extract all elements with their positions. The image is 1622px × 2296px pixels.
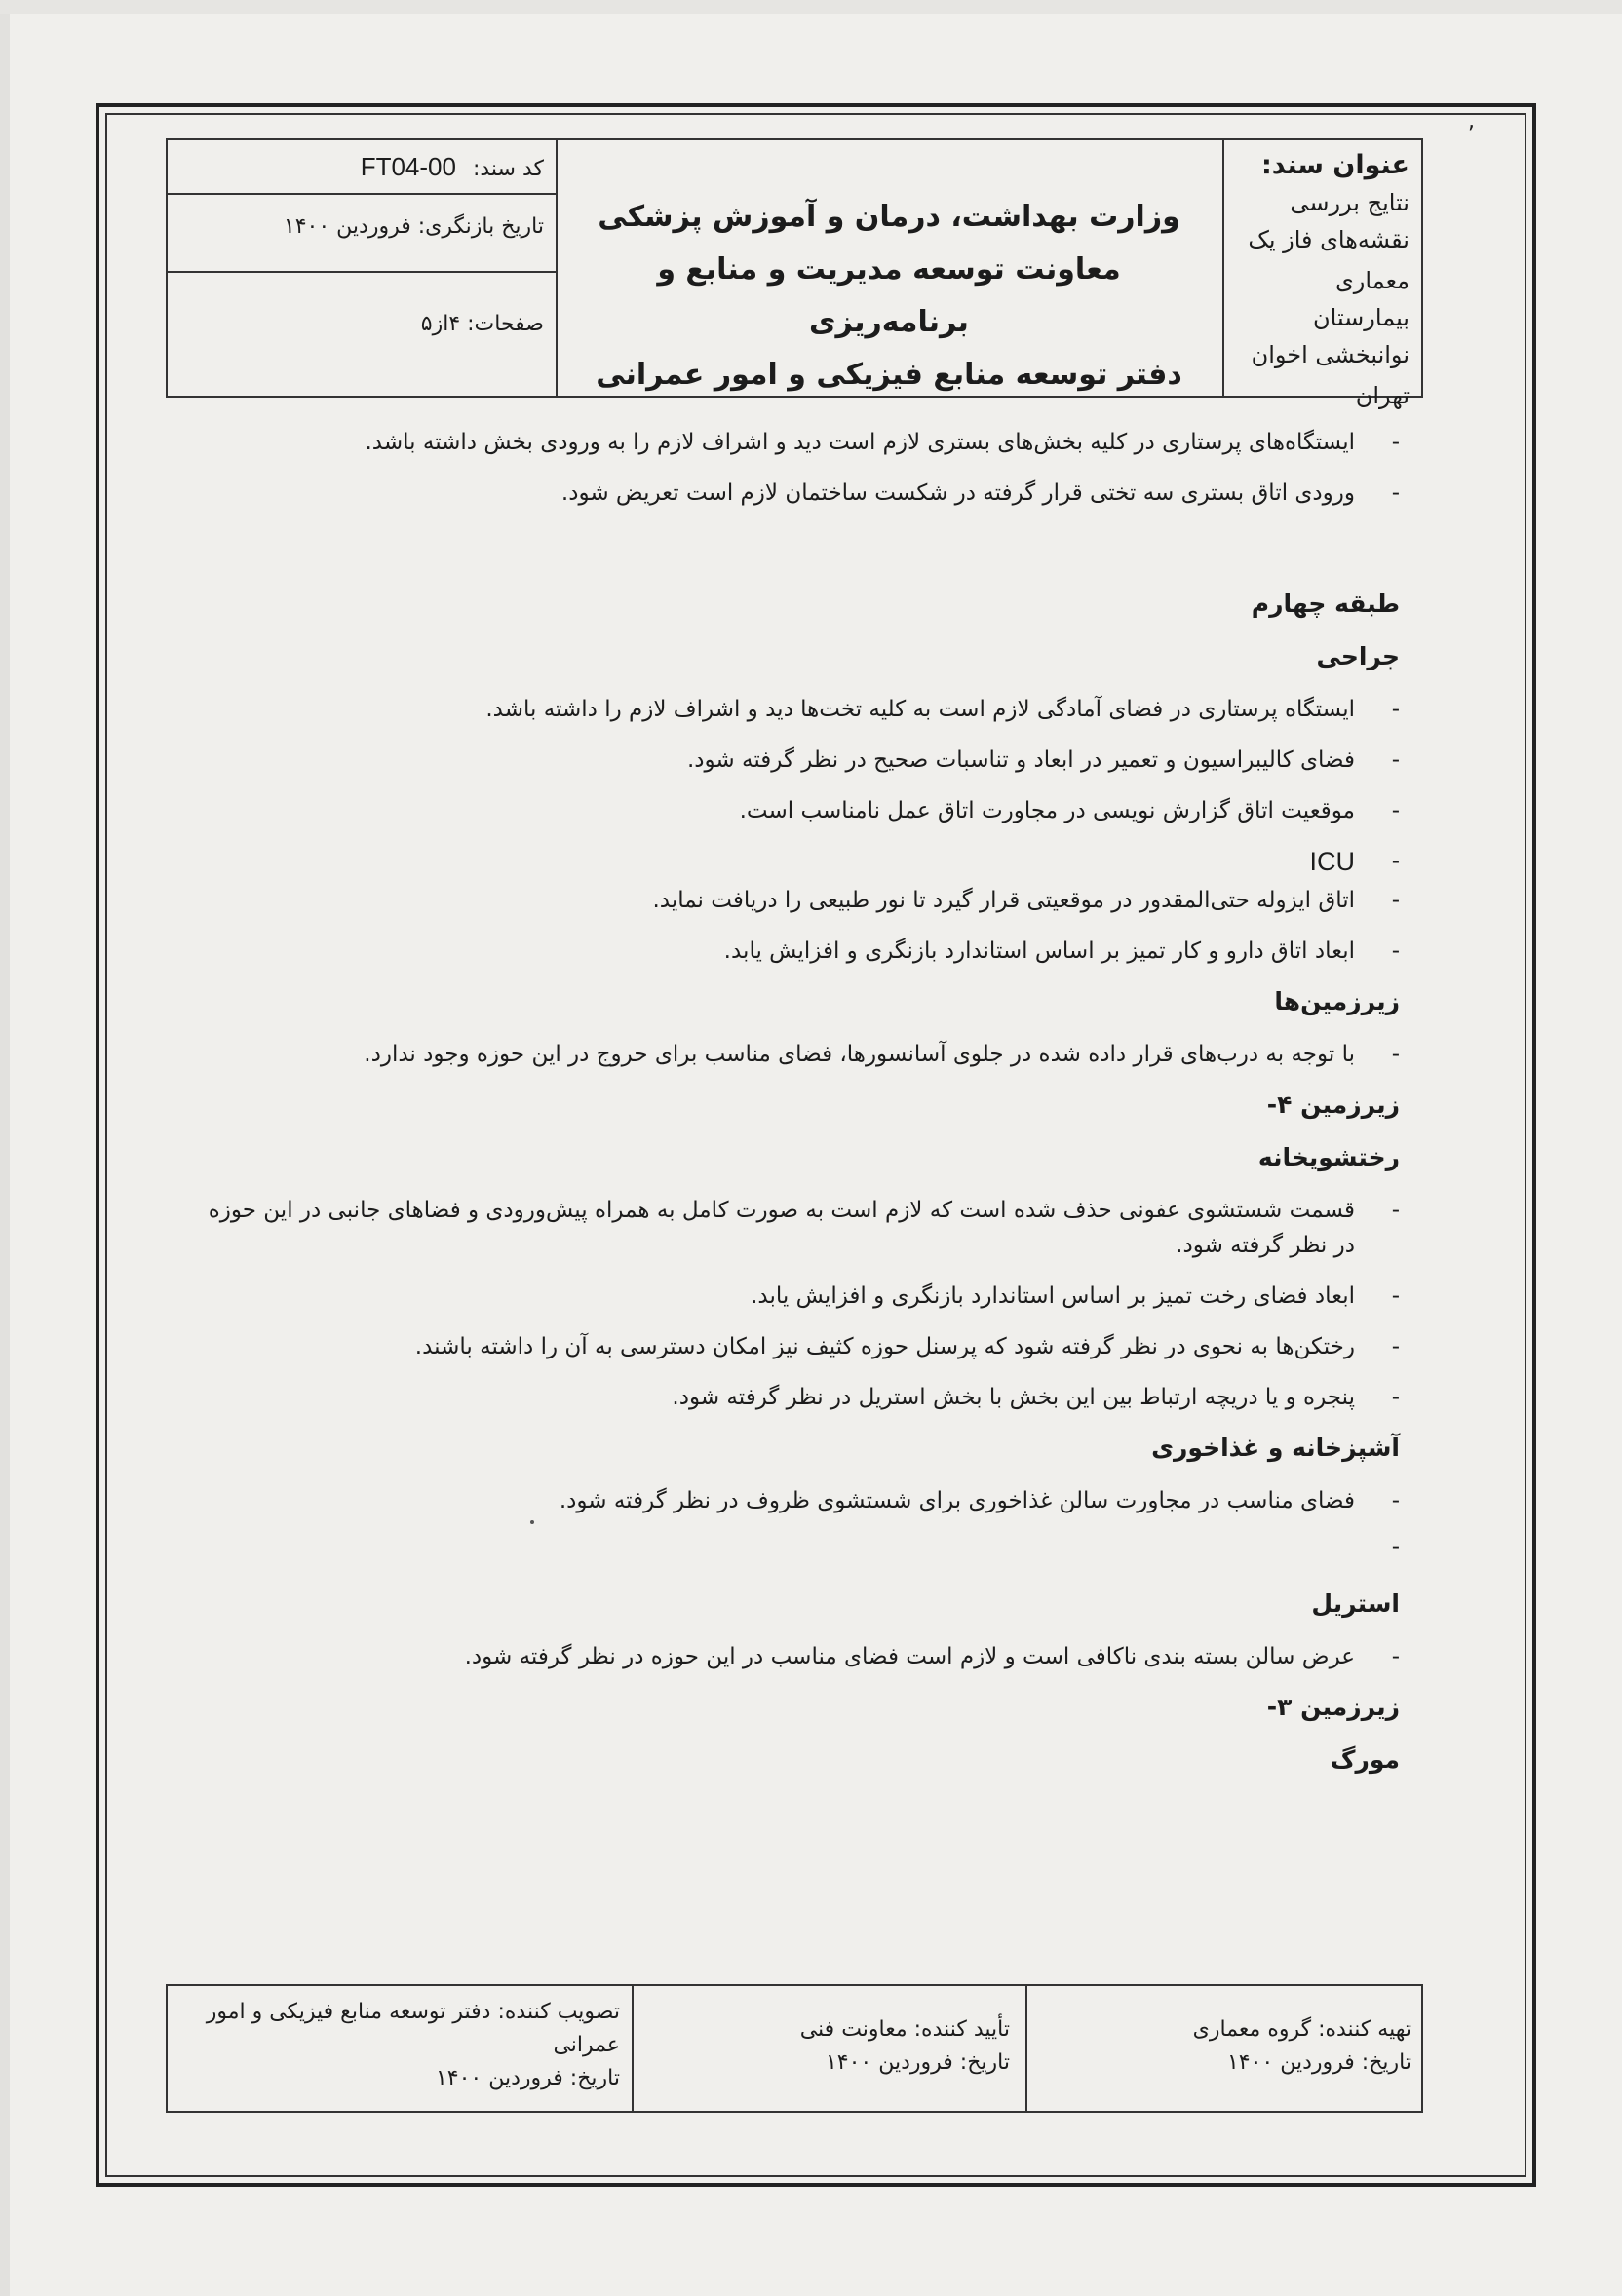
ministry-line: دفتر توسعه منابع فیزیکی و امور عمرانی bbox=[596, 358, 1182, 392]
document-title-block bbox=[1238, 150, 1410, 414]
list-item: - فضای کالیبراسیون و تعمیر در ابعاد و تناسبات صحیح در نظر گرفته شود. bbox=[686, 747, 1400, 773]
document-code-value: FT04-00 bbox=[360, 152, 456, 181]
confirmed-by: تأیید کننده: معاونت فنی bbox=[799, 2017, 1010, 2042]
list-item: - ایستگاه پرستاری در فضای آمادگی لازم است به کلیه تخت‌ها دید و اشراف لازم را داشته باشد. bbox=[485, 697, 1400, 722]
list-item: - اتاق ایزوله حتی‌المقدور در موقعیتی قرار گیرد تا نور طبیعی را دریافت نماید. bbox=[652, 888, 1400, 913]
ministry-block bbox=[577, 191, 1201, 402]
scan-top-edge bbox=[0, 0, 1622, 14]
list-item: - پنجره و یا دریچه ارتباط بین این بخش با بخش استریل در نظر گرفته شود. bbox=[672, 1385, 1400, 1410]
footer-table bbox=[166, 1984, 1423, 2113]
page-count: صفحات: ۴از۵ bbox=[420, 312, 544, 336]
prepared-by: تهیه کننده: گروه معماری bbox=[1192, 2017, 1411, 2042]
confirmed-by-cell bbox=[647, 2013, 1010, 2080]
list-item: - عرض سالن بسته بندی ناکافی است و لازم است فضای مناسب در این حوزه در نظر گرفته شود. bbox=[464, 1644, 1400, 1669]
list-item: - رختکن‌ها به نحوی در نظر گرفته شود که پرسنل حوزه کثیف نیز امکان دسترسی به آن را داشته باشند. bbox=[414, 1334, 1400, 1359]
header-divider bbox=[556, 140, 558, 396]
list-item: - ورودی اتاق بستری سه تختی قرار گرفته در شکست ساختمان لازم است تعریض شود. bbox=[560, 480, 1400, 506]
prepared-date: تاریخ: فروردین ۱۴۰۰ bbox=[1226, 2050, 1411, 2075]
revision-date: تاریخ بازنگری: فروردین ۱۴۰۰ bbox=[283, 214, 544, 239]
list-item: - قسمت شستشوی عفونی حذف شده است که لازم است به صورت کامل به همراه پیش‌ورودی و فضاهای جانبی در این حوزه در نظر گرفته شود. bbox=[208, 1198, 1400, 1258]
footer-divider bbox=[632, 1986, 634, 2111]
prepared-by-cell bbox=[1041, 2013, 1411, 2080]
document-title-line: تهران bbox=[1355, 382, 1410, 409]
header-row-line bbox=[168, 271, 558, 273]
document-title-label: عنوان سند: bbox=[1260, 150, 1410, 180]
section-heading: رختشویخانه bbox=[1257, 1143, 1400, 1171]
approved-by-cell bbox=[179, 1996, 620, 2095]
list-item: - ایستگاه‌های پرستاری در کلیه بخش‌های بستری لازم است دید و اشراف لازم را به ورودی بخش داشته باشد. bbox=[365, 430, 1400, 455]
ministry-line: معاونت توسعه مدیریت و منابع و برنامه‌ریزی bbox=[657, 252, 1121, 339]
list-item: - با توجه به درب‌های قرار داده شده در جلوی آسانسورها، فضای مناسب برای حروج در این حوزه وجود ندارد. bbox=[364, 1042, 1400, 1067]
section-heading: زیرزمین ۳- bbox=[1266, 1693, 1400, 1721]
document-title-line: معماری بیمارستان نوانبخشی اخوان bbox=[1251, 267, 1410, 368]
list-item: - فضای مناسب در مجاورت سالن غذاخوری برای شستشوی ظروف در نظر گرفته شود. bbox=[559, 1488, 1400, 1513]
header-table bbox=[166, 138, 1423, 409]
list-item: - ابعاد فضای رخت تمیز بر اساس استاندارد بازنگری و افزایش یابد. bbox=[751, 1283, 1400, 1309]
approved-by: تصویب کننده: دفتر توسعه منابع فیزیکی و امور عمرانی bbox=[206, 2000, 620, 2057]
icu-item: - ICU bbox=[1309, 847, 1400, 876]
list-item: - ابعاد اتاق دارو و کار تمیز بر اساس استاندارد بازنگری و افزایش یابد. bbox=[723, 938, 1400, 964]
section-heading: زیرزمین ۴- bbox=[1266, 1091, 1400, 1119]
header-divider bbox=[1222, 140, 1224, 396]
document-body bbox=[195, 425, 1400, 1795]
footer-divider bbox=[1025, 1986, 1027, 2111]
confirmed-date: تاریخ: فروردین ۱۴۰۰ bbox=[825, 2050, 1010, 2075]
document-code-label: کد سند: bbox=[472, 157, 544, 181]
section-heading: زیرزمین‌ها bbox=[1274, 987, 1400, 1015]
scan-edge bbox=[0, 0, 10, 2296]
empty-list-item: - bbox=[1391, 1534, 1400, 1559]
header-row-line bbox=[168, 193, 558, 195]
ministry-line: وزارت بهداشت، درمان و آموزش پزشکی bbox=[598, 200, 1180, 234]
section-heading: مورگ bbox=[1330, 1745, 1400, 1774]
approved-date: تاریخ: فروردین ۱۴۰۰ bbox=[435, 2066, 620, 2090]
scan-speck bbox=[530, 1520, 534, 1524]
section-heading: استریل bbox=[1311, 1589, 1400, 1618]
corner-mark: , bbox=[1468, 109, 1475, 134]
list-item: - موقعیت اتاق گزارش نویسی در مجاورت اتاق عمل نامناسب است. bbox=[739, 798, 1400, 823]
document-title-line: نتایج بررسی نقشه‌های فاز یک bbox=[1248, 189, 1410, 253]
section-heading: جراحی bbox=[1316, 642, 1400, 670]
section-heading: آشپزخانه و غذاخوری bbox=[1151, 1434, 1400, 1462]
section-heading: طبقه چهارم bbox=[1251, 590, 1400, 618]
document-code bbox=[181, 152, 544, 182]
